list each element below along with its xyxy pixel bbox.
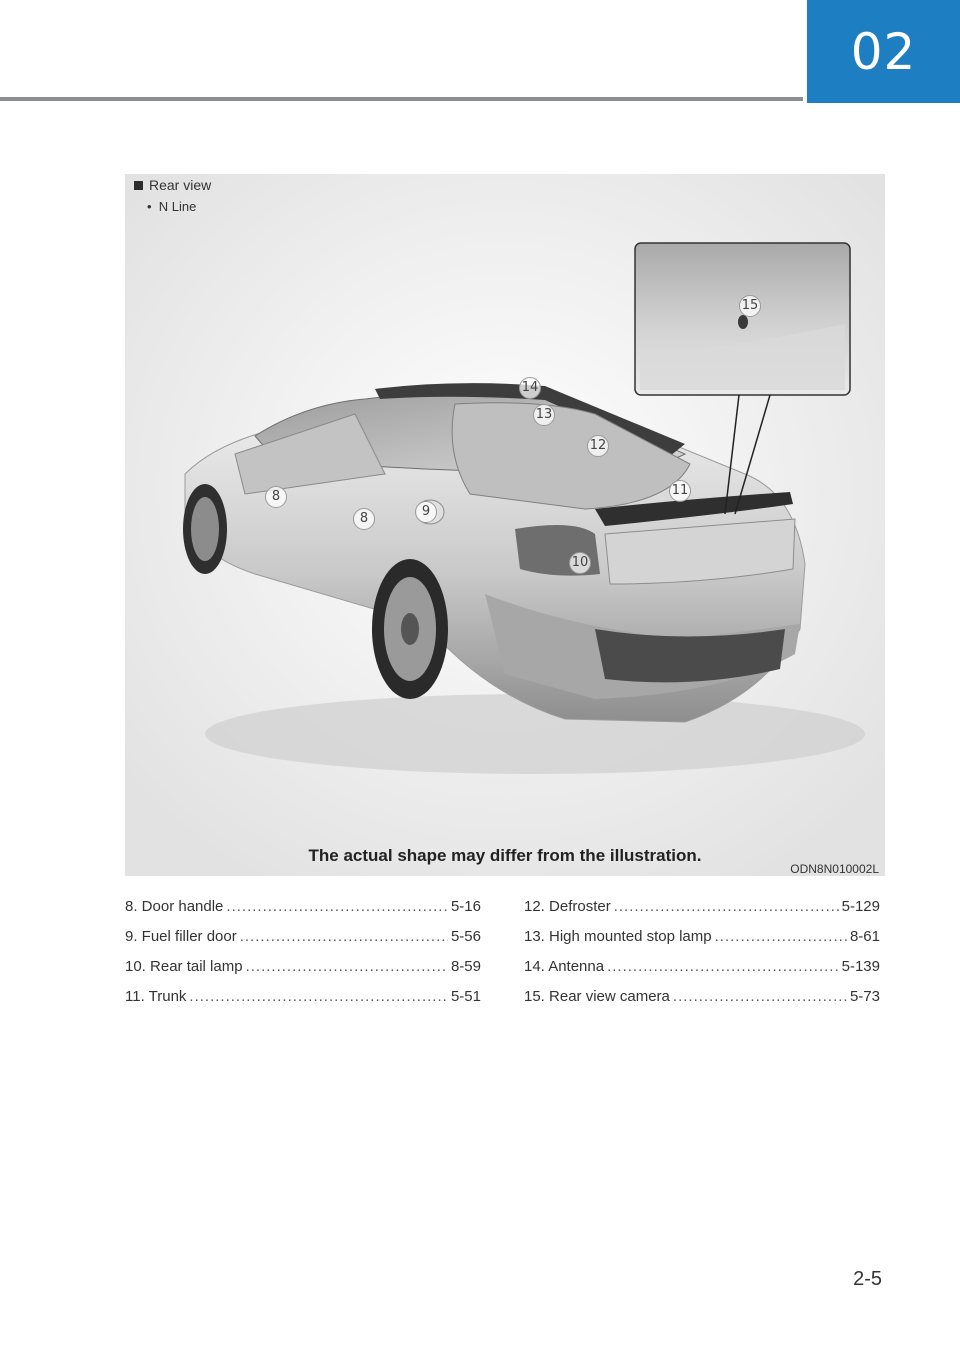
square-bullet-icon: [134, 181, 143, 190]
rear-view-figure: [125, 174, 885, 876]
item-label: 10. Rear tail lamp: [125, 958, 243, 975]
item-label: 14. Antenna: [524, 958, 605, 975]
car-illustration: [125, 174, 885, 876]
item-page: 5-16: [450, 898, 481, 915]
heading-text: Rear view: [149, 177, 212, 193]
chapter-tab: 02: [807, 0, 960, 103]
item-page: 5-139: [841, 958, 880, 975]
callout-13: 13: [533, 404, 555, 426]
callout-14: 14: [519, 377, 541, 399]
parts-list-right: [524, 898, 880, 1018]
callout-10: 10: [569, 552, 591, 574]
section-heading: [134, 177, 211, 193]
leader-dots: [246, 958, 448, 975]
item-page: 5-129: [841, 898, 880, 915]
item-label: 11. Trunk: [125, 988, 187, 1005]
leader-dots: [673, 988, 847, 1005]
callout-8b: 8: [353, 508, 375, 530]
list-item: [524, 898, 880, 928]
item-page: 8-61: [849, 928, 880, 945]
leader-dots: [240, 928, 448, 945]
item-label: 8. Door handle: [125, 898, 224, 915]
callout-15: 15: [739, 295, 761, 317]
figure-caption: The actual shape may differ from the illustration.: [308, 846, 702, 865]
trim-label: N Line: [158, 199, 197, 214]
item-page: 5-51: [450, 988, 481, 1005]
list-item: [125, 928, 481, 958]
callout-11: 11: [669, 480, 691, 502]
list-item: [524, 928, 880, 958]
list-item: [125, 988, 481, 1018]
leader-dots: [614, 898, 839, 915]
leader-dots: [226, 898, 448, 915]
item-label: 12. Defroster: [524, 898, 611, 915]
item-page: 8-59: [450, 958, 481, 975]
leader-dots: [189, 988, 448, 1005]
list-item: [524, 988, 880, 1018]
leader-dots: [607, 958, 839, 975]
item-label: 9. Fuel filler door: [125, 928, 237, 945]
item-page: 5-73: [849, 988, 880, 1005]
list-item: [524, 958, 880, 988]
header-rule: [0, 97, 803, 101]
page-number: 2-5: [853, 1268, 882, 1290]
list-item: [125, 958, 481, 988]
callout-9: 9: [415, 501, 437, 523]
list-item: [125, 898, 481, 928]
item-label: 13. High mounted stop lamp: [524, 928, 712, 945]
leader-dots: [715, 928, 847, 945]
item-page: 5-56: [450, 928, 481, 945]
item-label: 15. Rear view camera: [524, 988, 670, 1005]
figure-code: ODN8N010002L: [790, 862, 879, 876]
trim-subitem: • N Line: [147, 199, 197, 214]
callout-12: 12: [587, 435, 609, 457]
parts-list-left: [125, 898, 481, 1018]
callout-8a: 8: [265, 486, 287, 508]
